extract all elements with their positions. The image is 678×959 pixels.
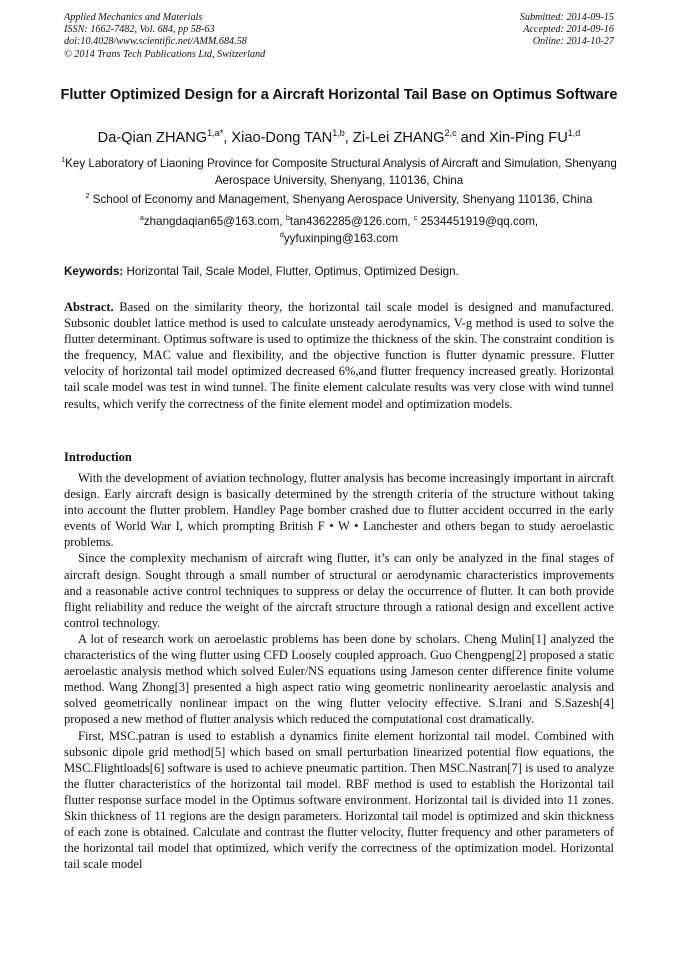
abstract-text: Based on the similarity theory, the horizontal tail scale model is designed and manufactured. Subsonic doublet lattice method is used to calculate unsteady aerodynamics, V-g method is used to solve the flutter determinant. Optimus software is used to optimize the thickness of the skin. The constraint condition is the frequency, MAC value and flexibility, and the objective function is flutter dynamic pressure. Flutter velocity of horizontal tail model optimized decreased 6%,and flutter frequency increased greatly. Horizontal tail scale model was test in wind tunnel. The finite element calculate results was very close with wind tunnel results, which verify the correctness of the finite element model and optimization models. [64, 300, 614, 411]
author-separator: , [223, 130, 232, 146]
author-affiliation-mark: 1,b [332, 128, 345, 139]
affiliation-number: 2 [85, 191, 90, 201]
author-separator: and [456, 130, 490, 146]
affiliation-text: School of Economy and Management, Shenyang Aerospace University, Shenyang 110136, China [89, 193, 593, 206]
affiliation-number: 1 [61, 155, 66, 165]
introduction-body [64, 470, 614, 872]
email-d: yyfuxinping@163.com [283, 231, 399, 245]
keywords [64, 264, 624, 280]
author-affiliation-mark: 1,a* [207, 128, 224, 139]
paragraph: With the development of aviation technology, flutter analysis has become increasingly important in aircraft design. Early aircraft design is basically determined by the strength criteria of the structure without taking into account the flutter problem. Handley Page bomber crashed due to flutter accident occurred in the early events of World War I, which prompting British F • W • Lanchester and others began to study aeroelastic problems. [64, 471, 614, 550]
publication-dates [520, 12, 614, 49]
section-heading-introduction: Introduction [64, 450, 132, 464]
email-mark: d [279, 229, 284, 239]
journal-info [64, 12, 265, 61]
email-mark: b [285, 213, 290, 223]
email-mark: a [139, 213, 144, 223]
author-separator: , [344, 130, 353, 146]
email-a: zhangdaqian65@163.com, [143, 215, 286, 228]
affiliation-1 [50, 156, 628, 189]
affiliation-text: Key Laboratory of Liaoning Province for Composite Structural Analysis of Aircraft and Simulation, Shenyang Aerospace University, Shenyang, 110136, China [65, 157, 617, 187]
author-affiliation-mark: 1,d [567, 128, 581, 139]
email-c: 2534451919@qq.com, [417, 215, 539, 228]
author-name: Xin-Ping FU [489, 130, 568, 146]
accepted-date: Accepted: 2014-09-16 [523, 24, 614, 36]
author-name: Da-Qian ZHANG [97, 130, 208, 146]
journal-name: Applied Mechanics and Materials [64, 12, 203, 23]
keywords-text: Horizontal Tail, Scale Model, Flutter, Optimus, Optimized Design. [123, 265, 459, 278]
journal-copyright: © 2014 Trans Tech Publications Ltd, Switzerland [64, 48, 266, 60]
keywords-label: Keywords: [64, 265, 124, 278]
email-mark: c [413, 213, 418, 223]
journal-issn: ISSN: 1662-7482, Vol. 684, pp 58-63 [64, 24, 215, 36]
paragraph: Since the complexity mechanism of aircraft wing flutter, it’s can only be analyzed in the final stages of aircraft design. Sought through a small number of structural or aerodynamic characteristics improvements and a reasonable active control techniques to suppress or delay the occurrence of flutter. It can both provide flight reliability and reduce the weight of the aircraft structure through a rational design and excellent active control technology. [64, 551, 614, 630]
affiliation-2 [50, 192, 628, 209]
abstract [64, 299, 614, 412]
online-date: Online: 2014-10-27 [532, 36, 614, 48]
author-list [30, 128, 648, 148]
paragraph: A lot of research work on aeroelastic problems has been done by scholars. Cheng Mulin[1] analyzed the characteristics of the wing flutter using CFD Loosely coupled approach. Guo Chengpeng[2] proposed a static aeroelastic analysis method which solved Euler/NS equations using Jameson center difference finite volume method. Wang Zhong[3] presented a high aspect ratio wing geometric nonlinearity aeroelastic analysis and solved geometrically nonlinear impact on the wing flutter velocity effective. S.Irani and S.Sazesh[4] proposed a new method of flutter analysis which reduced the computational cost dramatically. [64, 631, 614, 727]
paragraph: First, MSC.patran is used to establish a dynamics finite element horizontal tail model. Combined with subsonic dipole grid method[5] which based on small perturbation linearized potential flow equations, the MSC.Flightloads[6] software is used to achieve pneumatic partition. Then MSC.Nastran[7] is used to analyze the flutter characteristics of the horizontal tail model. RBF method is used to establish the Horizontal tail flutter response surface model in the Optimus software environment. Horizontal tail is divided into 11 zones. Skin thickness of 11 regions are the design parameters. Horizontal tail model is optimized and skin thickness of each zone is obtained. Calculate and contrast the flutter velocity, flutter frequency and other parameters of the horizontal tail model that optimized, which verify the correctness of the optimization model. Horizontal tail scale model [64, 728, 614, 872]
email-b: tan4362285@126.com, [289, 215, 414, 228]
author-emails [50, 214, 628, 247]
author-affiliation-mark: 2,c [444, 128, 457, 139]
paper-title: Flutter Optimized Design for a Aircraft Horizontal Tail Base on Optimus Software [60, 87, 618, 103]
abstract-label: Abstract. [64, 300, 114, 314]
author-name: Xiao-Dong TAN [231, 130, 333, 146]
submitted-date: Submitted: 2014-09-15 [519, 12, 614, 23]
journal-doi: doi:10.4028/www.scientific.net/AMM.684.58 [64, 36, 247, 48]
author-name: Zi-Lei ZHANG [352, 130, 445, 146]
